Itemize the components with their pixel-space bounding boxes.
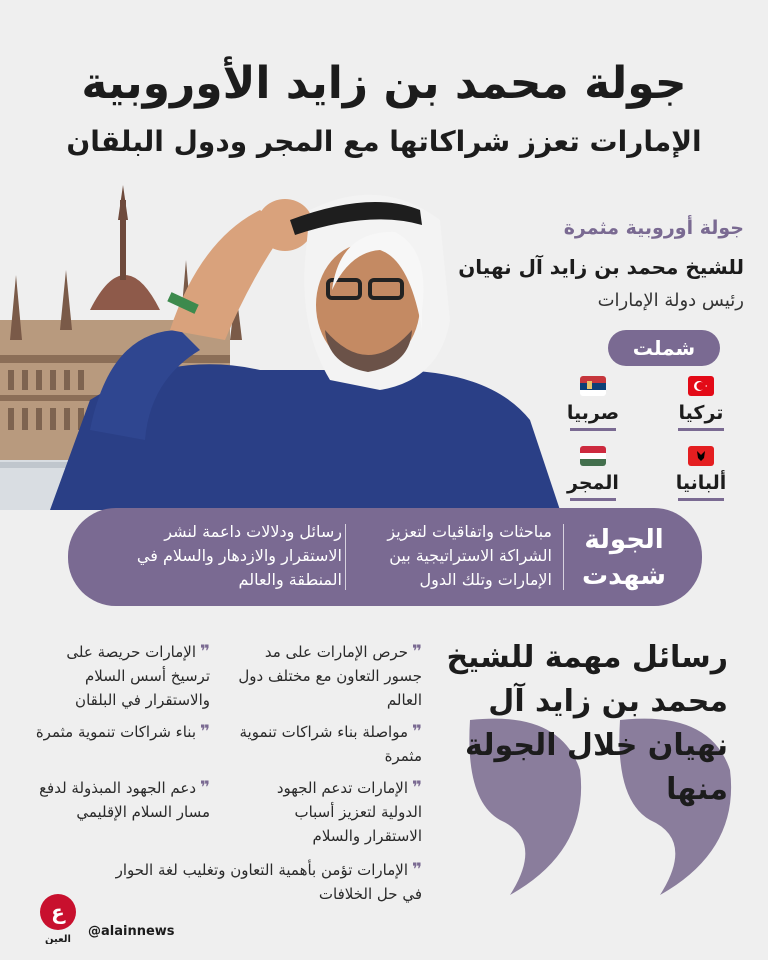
albania-flag-icon <box>688 446 714 466</box>
message-item: ❞الإمارات تدعم الجهود الدولية لتعزيز أسباب الاستقرار والسلام <box>276 778 422 845</box>
svg-text:ع: ع <box>51 900 65 924</box>
tour-label: جولة أوروبية مثمرة <box>563 217 744 239</box>
country-name: المجر <box>567 472 619 494</box>
hero-image <box>0 180 560 510</box>
banner-heading-line-2: شهدت <box>582 561 666 591</box>
turkey-flag-icon <box>688 376 714 396</box>
banner-divider <box>345 524 346 590</box>
message-item: ❞حرص الإمارات على مد جسور التعاون مع مختلف دول العالم <box>238 642 422 709</box>
quote-bullet-icon: ❞ <box>412 722 422 742</box>
country-underline <box>678 428 724 431</box>
message-item: ❞مواصلة بناء شراكات تنموية مثمرة <box>239 722 422 765</box>
country-underline <box>570 428 616 431</box>
country-turkey <box>666 376 736 431</box>
country-hungary <box>558 446 628 501</box>
banner-outcome-2: رسائل ودلالات داعمة لنشر الاستقرار والازدهار والسلام في المنطقة والعالم <box>136 522 342 589</box>
tour-role: رئيس دولة الإمارات <box>597 290 744 311</box>
page-subtitle: الإمارات تعزز شراكاتها مع المجر ودول البلقان <box>66 125 702 158</box>
banner-heading <box>574 522 674 594</box>
message-item: ❞بناء شراكات تنموية مثمرة <box>35 722 210 742</box>
country-name: ألبانيا <box>675 472 727 494</box>
quote-bullet-icon: ❞ <box>412 778 422 798</box>
message-item: ❞الإمارات حريصة على ترسيخ أسس السلام والاستقرار في البلقان <box>66 642 210 709</box>
included-pill: شملت <box>608 330 720 366</box>
page-title: جولة محمد بن زايد الأوروبية <box>81 58 687 109</box>
alain-logo <box>36 892 80 944</box>
hungary-flag-icon <box>580 446 606 466</box>
country-underline <box>678 498 724 501</box>
country-albania <box>666 446 736 501</box>
banner-heading-line-1: الجولة <box>584 525 664 555</box>
serbia-flag-icon <box>580 376 606 396</box>
key-messages-heading: رسائل مهمة للشيخ محمد بن زايد آل نهيان خلال الجولة منها <box>446 640 728 807</box>
saluting-person-image <box>50 180 570 510</box>
banner-outcome-1: مباحثات واتفاقيات لتعزيز الشراكة الاستراتيجية بين الإمارات وتلك الدول <box>387 522 552 589</box>
country-name: تركيا <box>678 402 724 424</box>
message-item: ❞الإمارات تؤمن بأهمية التعاون وتغليب لغة الحوار في حل الخلافات <box>115 860 422 903</box>
country-name: صربيا <box>566 402 620 424</box>
logo-text: العين <box>45 934 71 944</box>
quote-bullet-icon: ❞ <box>200 778 210 798</box>
country-serbia <box>558 376 628 431</box>
quote-bullet-icon: ❞ <box>412 642 422 662</box>
quote-bullet-icon: ❞ <box>412 860 422 880</box>
quote-bullet-icon: ❞ <box>200 642 210 662</box>
tour-recipient: للشيخ محمد بن زايد آل نهيان <box>458 255 744 279</box>
tour-outcomes-banner <box>68 508 702 606</box>
message-item: ❞دعم الجهود المبذولة لدفع مسار السلام الإقليمي <box>39 778 210 821</box>
quote-bullet-icon: ❞ <box>200 722 210 742</box>
banner-divider <box>563 524 564 590</box>
country-underline <box>570 498 616 501</box>
social-handle: @alainnews <box>88 924 175 939</box>
